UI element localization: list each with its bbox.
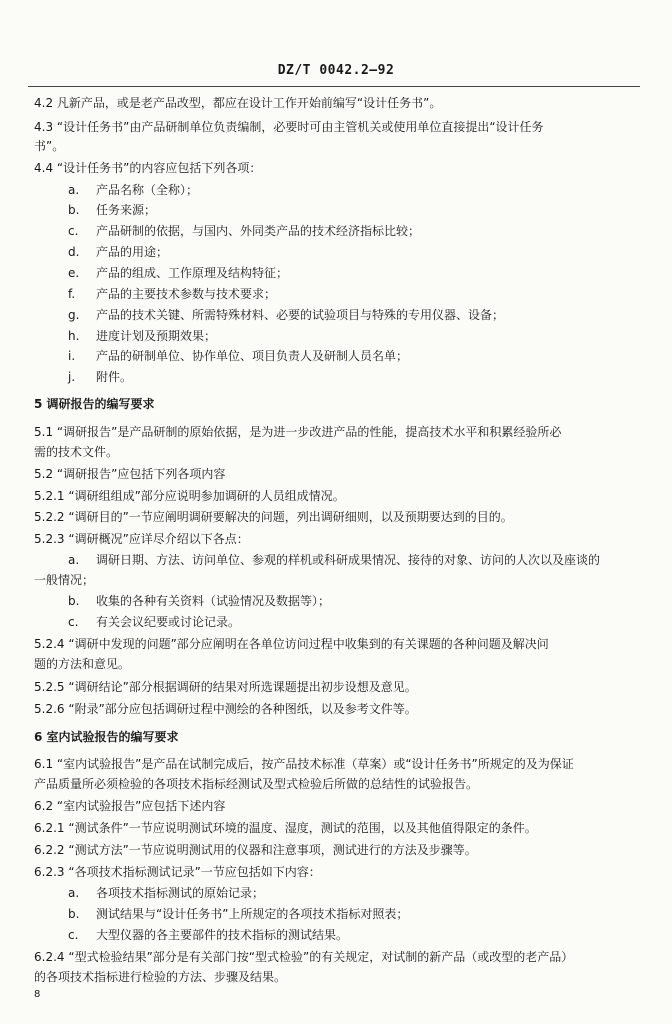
list-item-letter: a. bbox=[68, 553, 80, 567]
page-header: DZ/T 0042.2—92 bbox=[277, 63, 395, 78]
text-line: 产品质量所必须检验的各项技术指标经测试及型式检验后所做的总结性的试验报告。 bbox=[34, 777, 479, 791]
list-item: 产品研制的依据，与国内、外同类产品的技术经济指标比较； bbox=[96, 224, 421, 238]
header-rule bbox=[28, 86, 640, 87]
page-number: 8 bbox=[34, 989, 41, 1000]
list-item-letter: e. bbox=[68, 266, 80, 280]
list-item-letter: j. bbox=[68, 370, 76, 384]
list-item: 附件。 bbox=[96, 370, 133, 384]
list-item: 收集的各种有关资料（试验情况及数据等）； bbox=[96, 594, 331, 608]
list-item-letter: d. bbox=[68, 245, 80, 259]
list-item: 产品名称（全称）； bbox=[96, 183, 199, 197]
list-item-letter: c. bbox=[68, 224, 79, 238]
list-item-letter: i. bbox=[68, 349, 76, 363]
text-line: 书”。 bbox=[34, 139, 65, 153]
list-item: 测试结果与“设计任务书”上所规定的各项技术指标对照表； bbox=[96, 907, 409, 921]
list-item: 有关会议纪要或讨论记录。 bbox=[96, 615, 241, 629]
text-line: 5.1 “调研报告”是产品研制的原始依据，是为进一步改进产品的性能，提高技术水平和积累经验所必 bbox=[34, 425, 562, 439]
text-line: 5.2.1 “调研组组成”部分应说明参加调研的人员组成情况。 bbox=[34, 489, 345, 503]
list-item-letter: g. bbox=[68, 308, 80, 322]
text-line: 一般情况； bbox=[34, 573, 95, 587]
list-item: 产品的技术关键、所需特殊材料、必要的试验项目与特殊的专用仪器、设备； bbox=[96, 308, 505, 322]
text-line: 6.2.3 “各项技术指标测试记录”一节应包括如下内容： bbox=[34, 865, 321, 879]
list-item-letter: c. bbox=[68, 928, 79, 942]
text-line: 5.2 “调研报告”应包括下列各项内容 bbox=[34, 467, 226, 481]
text-line: 4.2 凡新产品，或是老产品改型，都应在设计工作开始前编写“设计任务书”。 bbox=[34, 96, 442, 110]
text-line: 5.2.4 “调研中发现的问题”部分应阐明在各单位访问过程中收集到的有关课题的各种问题及解决问 bbox=[34, 637, 549, 651]
text-line: 需的技术文件。 bbox=[34, 445, 119, 459]
list-item: 产品的主要技术参数与技术要求； bbox=[96, 287, 277, 301]
list-item: 任务来源； bbox=[96, 203, 157, 217]
text-line: 6.2 “室内试验报告”应包括下述内容 bbox=[34, 799, 226, 813]
list-item-letter: c. bbox=[68, 615, 79, 629]
list-item: 产品的用途； bbox=[96, 245, 169, 259]
text-line: 的各项技术指标进行检验的方法、步骤及结果。 bbox=[34, 970, 287, 984]
text-line: 5.2.6 “附录”部分应包括调研过程中测绘的各种图纸，以及参考文件等。 bbox=[34, 702, 417, 716]
list-item: 调研日期、方法、访问单位、参观的样机或科研成果情况、接待的对象、访问的人次以及座谈的 bbox=[96, 553, 601, 567]
list-item: 产品的研制单位、协作单位、项目负责人及研制人员名单； bbox=[96, 349, 409, 363]
text-line: 4.3 “设计任务书”由产品研制单位负责编制，必要时可由主管机关或使用单位直接提出“设计任务 bbox=[34, 120, 544, 134]
list-item-letter: b. bbox=[68, 203, 80, 217]
text-line: 5.2.2 “调研目的”一节应阐明调研要解决的问题，列出调研细则，以及预期要达到的目的。 bbox=[34, 510, 513, 524]
list-item-letter: b. bbox=[68, 907, 80, 921]
text-line: 6.1 “室内试验报告”是产品在试制完成后，按产品技术标准（草案）或“设计任务书”所规定的及为保证 bbox=[34, 757, 574, 771]
text-line: 5.2.5 “调研结论”部分根据调研的结果对所选课题提出初步设想及意见。 bbox=[34, 680, 417, 694]
text-line: 6.2.4 “型式检验结果”部分是有关部门按“型式检验”的有关规定，对试制的新产品（或改型的老产品） bbox=[34, 950, 574, 964]
text-line: 6.2.2 “测试方法”一节应说明测试用的仪器和注意事项，测试进行的方法及步骤等。 bbox=[34, 843, 477, 857]
list-item-letter: f. bbox=[68, 287, 76, 301]
text-line: 6.2.1 “测试条件”一节应说明测试环境的温度、湿度，测试的范围，以及其他值得限定的条件。 bbox=[34, 821, 537, 835]
list-item-letter: a. bbox=[68, 183, 80, 197]
list-item: 产品的组成、工作原理及结构特征； bbox=[96, 266, 289, 280]
list-item: 各项技术指标测试的原始记录； bbox=[96, 886, 265, 900]
list-item-letter: h. bbox=[68, 329, 80, 343]
list-item-letter: b. bbox=[68, 594, 80, 608]
list-item: 大型仪器的各主要部件的技术指标的测试结果。 bbox=[96, 928, 349, 942]
section-heading: 6 室内试验报告的编写要求 bbox=[34, 730, 179, 744]
list-item: 进度计划及预期效果； bbox=[96, 329, 217, 343]
text-line: 4.4 “设计任务书”的内容应包括下列各项： bbox=[34, 161, 262, 175]
text-line: 5.2.3 “调研概况”应详尽介绍以下各点： bbox=[34, 532, 249, 546]
list-item-letter: a. bbox=[68, 886, 80, 900]
text-line: 题的方法和意见。 bbox=[34, 657, 131, 671]
section-heading: 5 调研报告的编写要求 bbox=[34, 397, 155, 411]
